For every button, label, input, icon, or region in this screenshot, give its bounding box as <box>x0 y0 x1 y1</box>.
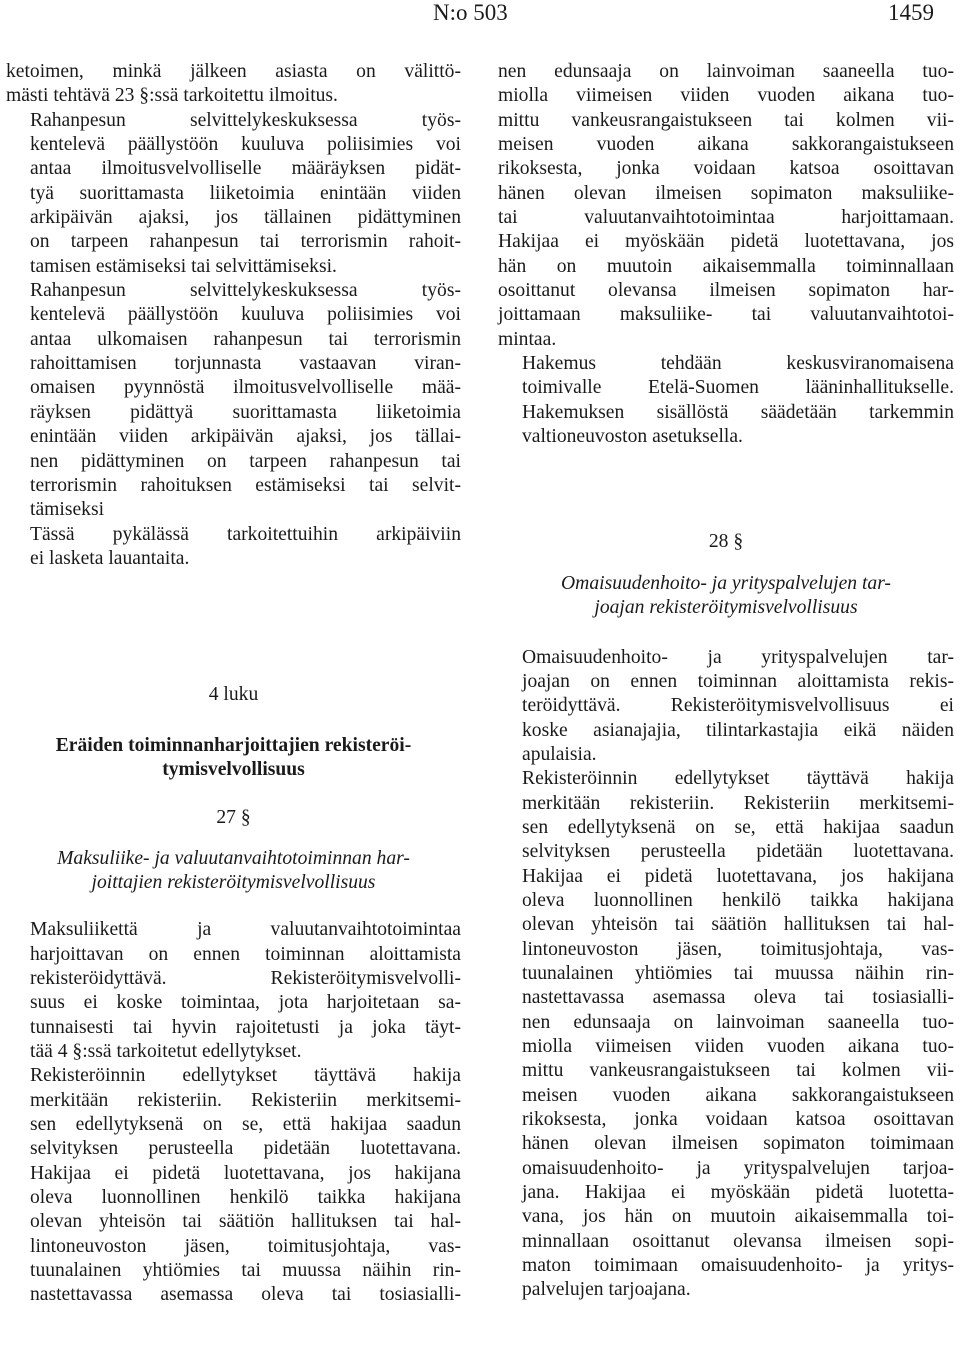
text-line: nen edunsaaja on lainvoiman saaneella tuo- <box>498 61 954 82</box>
text-line: sen edellytyksenä on se, että hakijaa saadun <box>522 816 954 838</box>
text-line: Hakijaa ei myöskään pidetä luotettavana, jos <box>498 231 954 253</box>
text-line: ei lasketa lauantaita. <box>30 547 190 569</box>
text-line: Tässä pykälässä tarkoitettuihin arkipäiviin <box>30 523 461 545</box>
text-line: antaa ulkomaisen rahanpesun tai terrorismin <box>30 328 461 350</box>
text-line: rikoksesta, jonka voidaan katsoa osoittavan <box>498 158 954 180</box>
text-line: Rekisteröinnin edellytykset täyttävä hakija <box>30 1065 461 1087</box>
paragraph <box>6 279 461 522</box>
text-line: oleva luonnollinen henkilö taikka hakijana <box>30 1187 461 1209</box>
text-line: hänen olevan ilmeisen sopimaton maksuliike- <box>498 182 954 204</box>
text-line: valtioneuvoston asetuksella. <box>522 426 743 448</box>
text-line: merkitään rekisteriin. Rekisteriin merkitsemi- <box>30 1089 461 1111</box>
page-number: 1459 <box>888 0 934 25</box>
text-line: Rahanpesun selvittelykeskuksessa työs- <box>30 280 461 302</box>
text-line: joittamaan maksuliike- tai valuutanvaihtotoi- <box>498 304 954 326</box>
text-line: sen edellytyksenä on se, että hakijaa saadun <box>30 1114 461 1136</box>
text-line: meisen vuoden aikana sakkorangaistukseen <box>498 134 954 156</box>
text-line: enintään viiden arkipäivän ajaksi, jos tällai- <box>30 426 461 448</box>
text-line: koske asianajajia, tilintarkastajia eikä näiden <box>522 719 954 741</box>
text-line: arkipäivän ajaksi, jos tällainen pidättyminen <box>30 207 461 229</box>
text-line: Hakemus tehdään keskusviranomaisena <box>522 353 954 375</box>
text-line: rahoittamisen torjunnasta vastaavan viran- <box>30 353 461 375</box>
text-line: tunnaisesti tai hyvin rajoitetusti ja joka täyt- <box>30 1016 461 1038</box>
text-line: vana, jos hän on muutoin aikaisemmalla toi- <box>522 1206 954 1228</box>
text-line: palvelujen tarjoajana. <box>522 1279 691 1301</box>
text-line: Hakijaa ei pidetä luotettavana, jos hakijana <box>30 1162 461 1184</box>
paragraph <box>6 60 461 109</box>
text-line: miolla viimeisen viiden vuoden aikana tuo- <box>498 85 954 107</box>
text-line: maton toimimaan omaisuudenhoito- ja yritys- <box>522 1255 954 1277</box>
text-line: Hakijaa ei pidetä luotettavana, jos hakijana <box>522 865 954 887</box>
text-line: omaisuudenhoito- ja yrityspalvelujen tarjoa- <box>522 1157 954 1179</box>
text-line: hän on muutoin aikaisemmalla toiminnallaan <box>498 255 954 277</box>
text-line: oleva luonnollinen henkilö taikka hakijana <box>522 889 954 911</box>
text-line: meisen vuoden aikana sakkorangaistukseen <box>522 1084 954 1106</box>
text-line: nastettavassa asemassa oleva tai tosiasialli- <box>522 987 954 1009</box>
text-line: tuunalainen yhtiömies tai muussa näihin rin- <box>522 963 954 984</box>
chapter-label: 4 luku <box>208 684 259 706</box>
text-line: suus ei koske toimintaa, jota harjoitetaan sa- <box>30 992 461 1014</box>
text-line: kentelevä päällystöön kuuluva poliisimies voi <box>30 304 461 326</box>
text-line: on tarpeen rahanpesun tai terrorismin rahoit- <box>30 231 461 253</box>
paragraph <box>6 523 461 572</box>
page-header <box>0 0 960 30</box>
text-line: mästi tehtävä 23 §:ssä tarkoitettu ilmoitus. <box>6 85 338 107</box>
text-line: selvityksen perusteella pidetään luotettavana. <box>30 1138 461 1160</box>
text-line: selvityksen perusteella pidetään luotettavana. <box>522 841 954 863</box>
text-line: harjoittavan on ennen toiminnan aloittamista <box>30 943 461 965</box>
left-column <box>6 60 461 1308</box>
section-title: Omaisuudenhoito- ja yrityspalvelujen tar- joajan rekisteröitymisvelvollisuus <box>561 572 891 619</box>
section-number: 27 § <box>216 807 251 829</box>
text-line: mittu vankeusrangaistukseen tai kolmen vii- <box>522 1060 954 1082</box>
text-line: nen pidättyminen on tarpeen rahanpesun tai <box>30 450 461 472</box>
text-line: toimivalle Etelä-Suomen lääninhallitukselle. <box>522 377 954 399</box>
text-line: rekisteröidyttävä. Rekisteröitymisvelvolli- <box>30 967 461 989</box>
chapter-title: Eräiden toiminnanharjoittajien rekisteröi- tymisvelvollisuus <box>55 734 412 780</box>
text-line: tai valuutanvaihtotoimintaa harjoittamaan. <box>498 207 954 229</box>
text-line: merkitään rekisteriin. Rekisteriin merkitsemi- <box>522 792 954 814</box>
text-line: antaa ilmoitusvelvolliselle määräyksen pidät- <box>30 158 461 180</box>
text-line: hänen olevan ilmeisen sopimaton toimimaan <box>522 1133 954 1155</box>
right-column <box>498 60 954 1303</box>
paragraph <box>6 109 461 279</box>
text-line: osoittanut olevansa ilmeisen sopimaton har- <box>498 280 954 302</box>
paragraph <box>6 918 461 1064</box>
paragraph <box>498 767 954 1303</box>
text-line: Rahanpesun selvittelykeskuksessa työs- <box>30 109 461 131</box>
text-line: nen edunsaaja on lainvoiman saaneella tuo- <box>522 1011 954 1033</box>
text-line: kentelevä päällystöön kuuluva poliisimies voi <box>30 134 461 156</box>
text-line: ketoimen, minkä jälkeen asiasta on välittö- <box>6 61 461 82</box>
text-line: tää 4 §:ssä tarkoitetut edellytykset. <box>30 1041 302 1062</box>
text-line: minnallaan osoittanut olevansa ilmeisen sopi- <box>522 1230 954 1252</box>
text-line: Rekisteröinnin edellytykset täyttävä hakija <box>522 768 954 790</box>
text-line: mittu vankeusrangaistukseen tai kolmen vii- <box>498 109 954 131</box>
text-line: olevan yhteisön tai säätiön hallituksen tai hal- <box>522 914 954 936</box>
text-line: jana. Hakijaa ei myöskään pidetä luotetta- <box>522 1182 954 1204</box>
text-line: tuunalainen yhtiömies tai muussa näihin rin- <box>30 1260 461 1282</box>
section-title: Maksuliike- ja valuutanvaihtotoiminnan har- joittajien rekisteröitymisvelvollisuus <box>57 847 410 893</box>
text-line: apulaisia. <box>522 743 597 765</box>
paragraph <box>6 1064 461 1307</box>
text-line: tyä suorittamasta liiketoimia enintään viiden <box>30 182 461 204</box>
paragraph <box>498 646 954 768</box>
paragraph <box>498 352 954 449</box>
text-line: nastettavassa asemassa oleva tai tosiasialli- <box>30 1284 461 1306</box>
text-line: rikoksesta, jonka voidaan katsoa osoittavan <box>522 1109 954 1131</box>
publication-number: N:o 503 <box>433 0 508 25</box>
text-line: Hakemuksen sisällöstä säädetään tarkemmin <box>522 401 954 423</box>
text-line: olevan yhteisön tai säätiön hallituksen tai hal- <box>30 1211 461 1233</box>
text-line: tämiseksi <box>30 499 105 521</box>
text-line: mintaa. <box>498 328 557 350</box>
text-line: räyksen pidättyä suorittamasta liiketoimia <box>30 401 461 423</box>
text-line: Maksuliikettä ja valuutanvaihtotoimintaa <box>30 919 461 941</box>
section-number: 28 § <box>708 530 744 552</box>
text-line: lintoneuvoston jäsen, toimitusjohtaja, vas- <box>522 938 954 960</box>
paragraph <box>498 60 954 352</box>
text-line: miolla viimeisen viiden vuoden aikana tuo- <box>522 1036 954 1058</box>
text-line: lintoneuvoston jäsen, toimitusjohtaja, vas- <box>30 1235 461 1257</box>
text-line: joajan on ennen toiminnan aloittamista rekis- <box>522 670 954 692</box>
text-line: terrorismin rahoituksen estämiseksi tai selvit- <box>30 474 461 496</box>
text-line: teröidyttävä. Rekisteröitymisvelvollisuus ei <box>522 695 954 717</box>
text-line: Omaisuudenhoito- ja yrityspalvelujen tar- <box>522 646 954 668</box>
text-line: omaisen pyynnöstä ilmoitusvelvolliselle mää- <box>30 377 461 399</box>
text-line: tamisen estämiseksi tai selvittämiseksi. <box>30 255 337 277</box>
